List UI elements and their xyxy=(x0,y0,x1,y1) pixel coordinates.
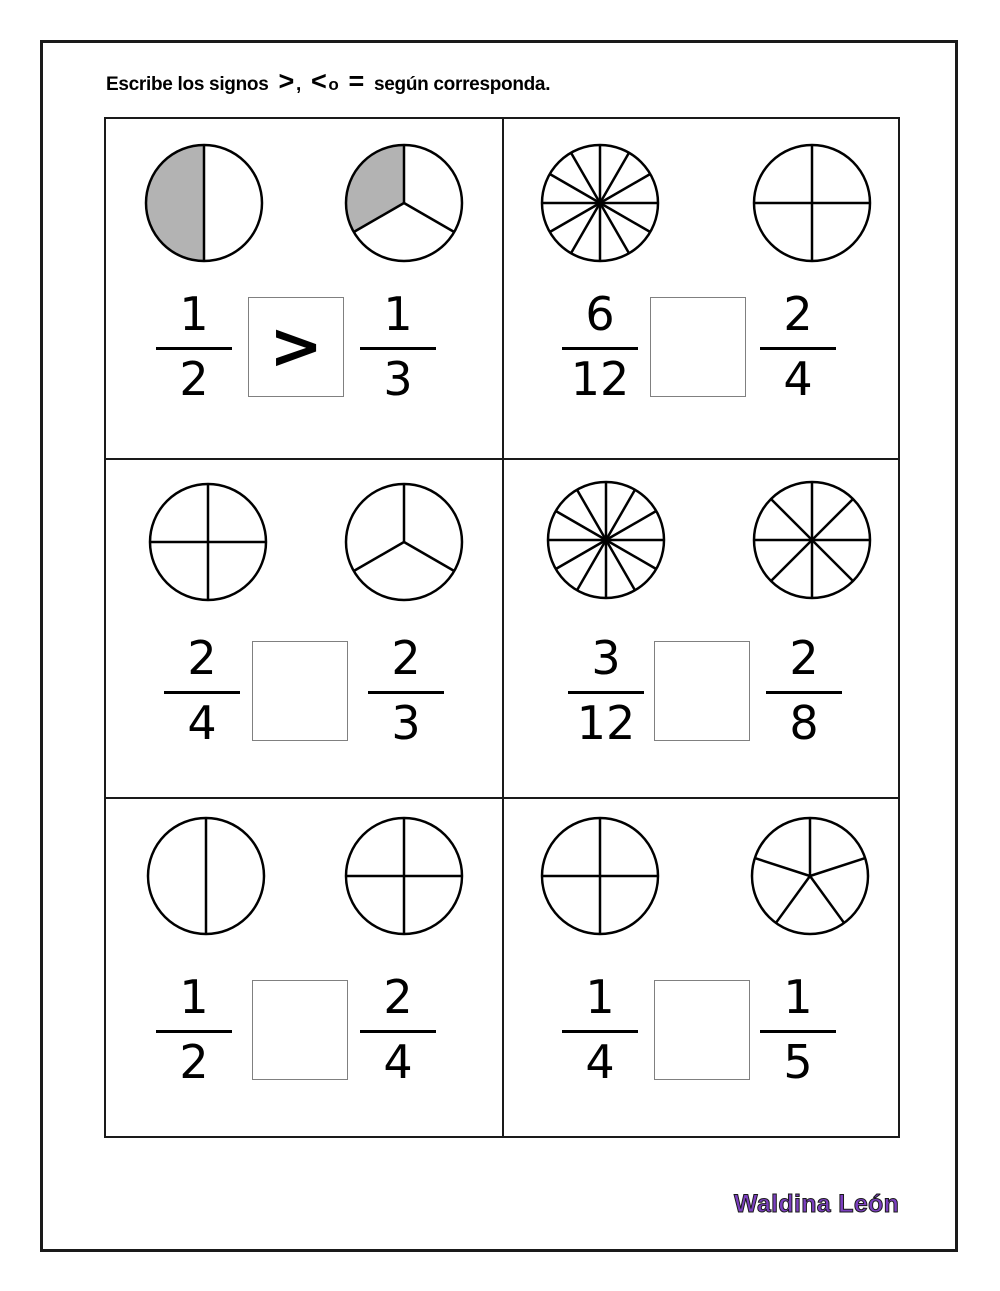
fraction-bar xyxy=(156,347,232,350)
left-denominator: 12 xyxy=(570,352,630,406)
right-fraction xyxy=(766,631,842,750)
left-numerator: 3 xyxy=(591,631,621,685)
exercise-cell xyxy=(504,799,898,1136)
instruction-prefix: Escribe los signos xyxy=(106,74,269,95)
pie-divider xyxy=(354,542,404,571)
right-denominator: 4 xyxy=(383,1035,413,1089)
circle-fifths-icon xyxy=(748,814,872,938)
pie-divider xyxy=(812,540,853,581)
fraction-bar xyxy=(368,691,444,694)
right-denominator: 8 xyxy=(789,696,819,750)
fraction-bar xyxy=(568,691,644,694)
circle-quarters-icon xyxy=(146,480,270,604)
pie-divider xyxy=(755,858,810,876)
answer-box[interactable]: > xyxy=(248,297,344,397)
left-fraction xyxy=(156,287,232,406)
pie-divider xyxy=(404,203,454,232)
left-fraction xyxy=(568,631,644,750)
greater-than-symbol: > xyxy=(278,66,294,96)
instruction-comma: , xyxy=(295,74,301,95)
less-than-symbol: < xyxy=(310,66,327,96)
instruction-text xyxy=(106,66,550,96)
right-fraction xyxy=(360,970,436,1089)
left-fraction xyxy=(164,631,240,750)
right-numerator: 2 xyxy=(391,631,421,685)
left-denominator: 2 xyxy=(179,352,209,406)
exercise-cell xyxy=(504,119,898,460)
right-numerator: 1 xyxy=(783,970,813,1024)
answer-box[interactable] xyxy=(650,297,746,397)
right-denominator: 4 xyxy=(783,352,813,406)
equals-symbol: = xyxy=(348,66,364,96)
right-numerator: 2 xyxy=(783,287,813,341)
fraction-bar xyxy=(156,1030,232,1033)
answer-box[interactable] xyxy=(252,641,348,741)
fraction-bar xyxy=(562,1030,638,1033)
circle-quarters-icon xyxy=(342,814,466,938)
right-fraction xyxy=(368,631,444,750)
pie-divider xyxy=(771,499,812,540)
fraction-bar xyxy=(164,691,240,694)
left-denominator: 2 xyxy=(179,1035,209,1089)
left-denominator: 4 xyxy=(187,696,217,750)
circle-halves-icon xyxy=(142,141,266,265)
right-fraction xyxy=(760,970,836,1089)
right-fraction xyxy=(360,287,436,406)
circle-thirds-icon xyxy=(342,141,466,265)
pie-divider xyxy=(812,499,853,540)
fraction-bar xyxy=(760,1030,836,1033)
circle-thirds-icon xyxy=(342,480,466,604)
author-signature: Waldina León xyxy=(734,1190,900,1218)
instruction-or: o xyxy=(328,75,339,94)
circle-quarters-icon xyxy=(750,141,874,265)
fraction-bar xyxy=(562,347,638,350)
right-numerator: 2 xyxy=(789,631,819,685)
left-fraction xyxy=(156,970,232,1089)
exercise-grid xyxy=(104,117,900,1138)
circle-twelfths-icon xyxy=(538,141,662,265)
right-denominator: 3 xyxy=(391,696,421,750)
right-denominator: 3 xyxy=(383,352,413,406)
right-numerator: 2 xyxy=(383,970,413,1024)
left-numerator: 2 xyxy=(187,631,217,685)
left-fraction xyxy=(562,970,638,1089)
answer-box[interactable] xyxy=(252,980,348,1080)
pie-divider xyxy=(810,876,844,923)
circle-quarters-icon xyxy=(538,814,662,938)
fraction-bar xyxy=(360,347,436,350)
pie-divider xyxy=(810,858,865,876)
left-denominator: 12 xyxy=(576,696,636,750)
right-denominator: 5 xyxy=(783,1035,813,1089)
pie-divider xyxy=(771,540,812,581)
left-numerator: 6 xyxy=(585,287,615,341)
exercise-cell xyxy=(106,119,504,460)
fraction-bar xyxy=(760,347,836,350)
exercise-cell xyxy=(106,799,504,1136)
pie-divider xyxy=(404,542,454,571)
left-fraction xyxy=(562,287,638,406)
pie-divider xyxy=(776,876,810,923)
circle-halves-icon xyxy=(144,814,268,938)
circle-eighths-icon xyxy=(750,478,874,602)
left-numerator: 1 xyxy=(585,970,615,1024)
exercise-cell xyxy=(504,460,898,799)
right-fraction xyxy=(760,287,836,406)
fraction-bar xyxy=(766,691,842,694)
right-numerator: 1 xyxy=(383,287,413,341)
answer-box[interactable] xyxy=(654,641,750,741)
answer-box[interactable] xyxy=(654,980,750,1080)
instruction-suffix: según corresponda. xyxy=(373,74,551,95)
left-numerator: 1 xyxy=(179,970,209,1024)
exercise-cell xyxy=(106,460,504,799)
circle-twelfths-icon xyxy=(544,478,668,602)
left-denominator: 4 xyxy=(585,1035,615,1089)
shaded-sector xyxy=(146,145,204,261)
fraction-bar xyxy=(360,1030,436,1033)
left-numerator: 1 xyxy=(179,287,209,341)
